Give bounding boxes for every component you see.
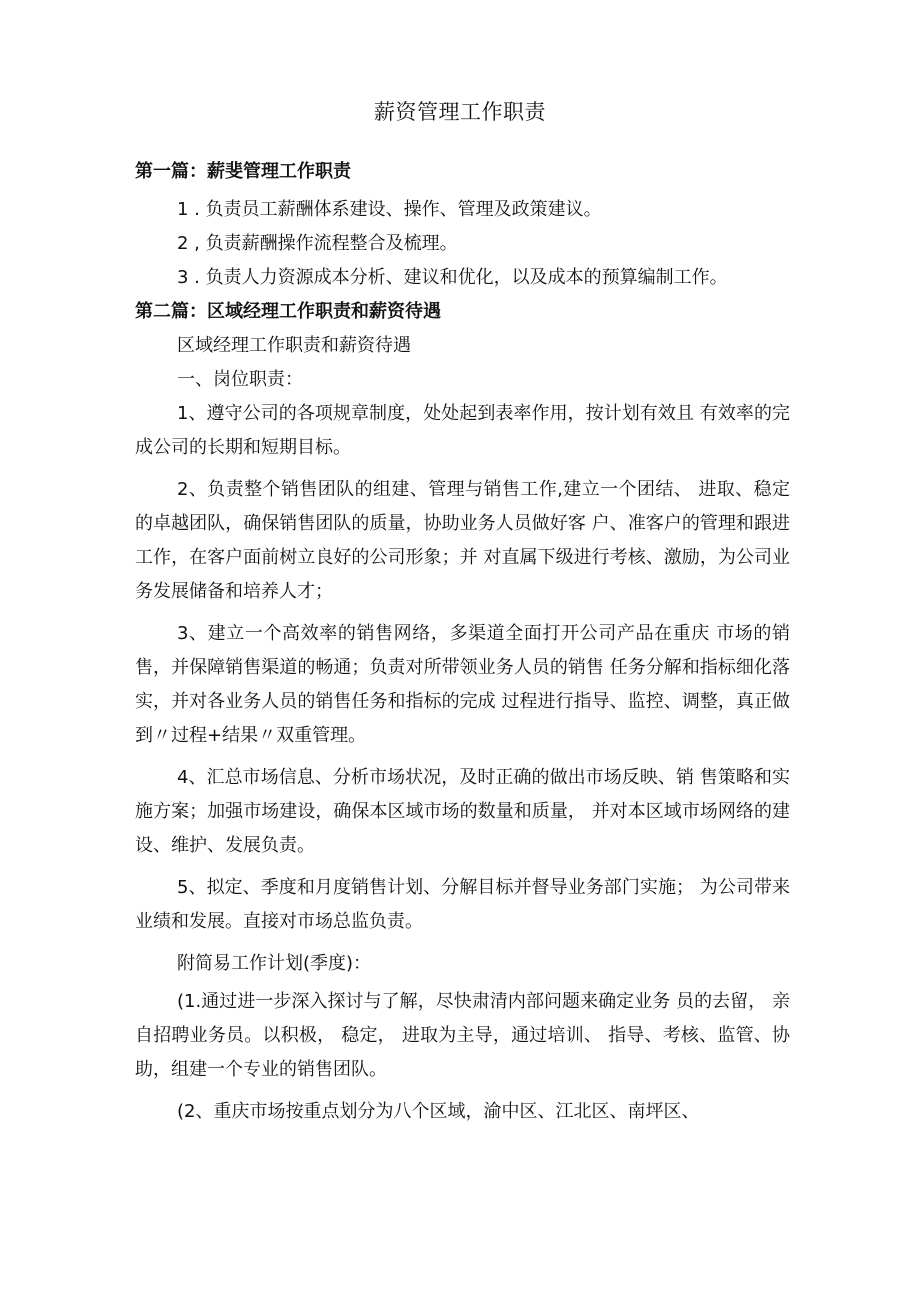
duty-item-1: 1、遵守公司的各项规章制度，处处起到表率作用，按计划有效且 有效率的完成公司的长期和短期目标。 bbox=[135, 403, 790, 458]
plan-item-1: (1.通过进一步深入探讨与了解，尽快肃清内部问题来确定业务 员的去留， 亲自招聘业务员。以积极， 稳定， 进取为主导，通过培训、 指导、考核、监管、协助，组建一个专业的销售团队。 bbox=[135, 991, 790, 1080]
plan-item-2: (2、重庆市场按重点划分为八个区域，渝中区、江北区、南坪区、 bbox=[177, 1101, 700, 1122]
section2-subtitle: 区域经理工作职责和薪资待遇 bbox=[177, 335, 411, 356]
duty-title: 一、岗位职责： bbox=[177, 369, 303, 390]
section1-item-1: 1 . 负责员工薪酬体系建设、操作、管理及政策建议。 bbox=[177, 199, 602, 220]
duty-item-4: 4、汇总市场信息、分析市场状况，及时正确的做出市场反映、销 售策略和实施方案；加强市场建设，确保本区域市场的数量和质量， 并对本区域市场网络的建设、维护、发展负责。 bbox=[135, 767, 790, 856]
section1-item-3: 3 . 负责人力资源成本分析、建议和优化，以及成本的预算编制工作。 bbox=[177, 267, 728, 288]
section1-heading: 第一篇：薪斐管理工作职责 bbox=[135, 161, 351, 182]
duty-item-3: 3、建立一个高效率的销售网络，多渠道全面打开公司产品在重庆 市场的销售，并保障销售渠道的畅通；负责对所带领业务人员的销售 任务分解和指标细化落实，并对各业务人员的销售任务和指标的完成 过程进行指导、监控、调整，真正做到〃过程+结果〃双重管理。 bbox=[135, 623, 790, 746]
plan-title: 附简易工作计划(季度)： bbox=[177, 953, 372, 974]
duty-item-5: 5、拟定、季度和月度销售计划、分解目标并督导业务部门实施； 为公司带来业绩和发展。直接对市场总监负责。 bbox=[135, 877, 790, 932]
document-body bbox=[135, 155, 790, 1129]
section1-item-2: 2 , 负责薪酬操作流程整合及梳理。 bbox=[177, 233, 458, 254]
section2-heading: 第二篇：区域经理工作职责和薪资待遇 bbox=[135, 301, 441, 322]
duty-item-2: 2、负责整个销售团队的组建、管理与销售工作,建立一个团结、 进取、稳定的卓越团队，确保销售团队的质量，协助业务人员做好客 户、准客户的管理和跟进工作，在客户面前树立良好的公司形象；并 对直属下级进行考核、激励，为公司业务发展储备和培养人才； bbox=[135, 479, 790, 602]
document-title: 薪资管理工作职责 bbox=[374, 100, 546, 124]
